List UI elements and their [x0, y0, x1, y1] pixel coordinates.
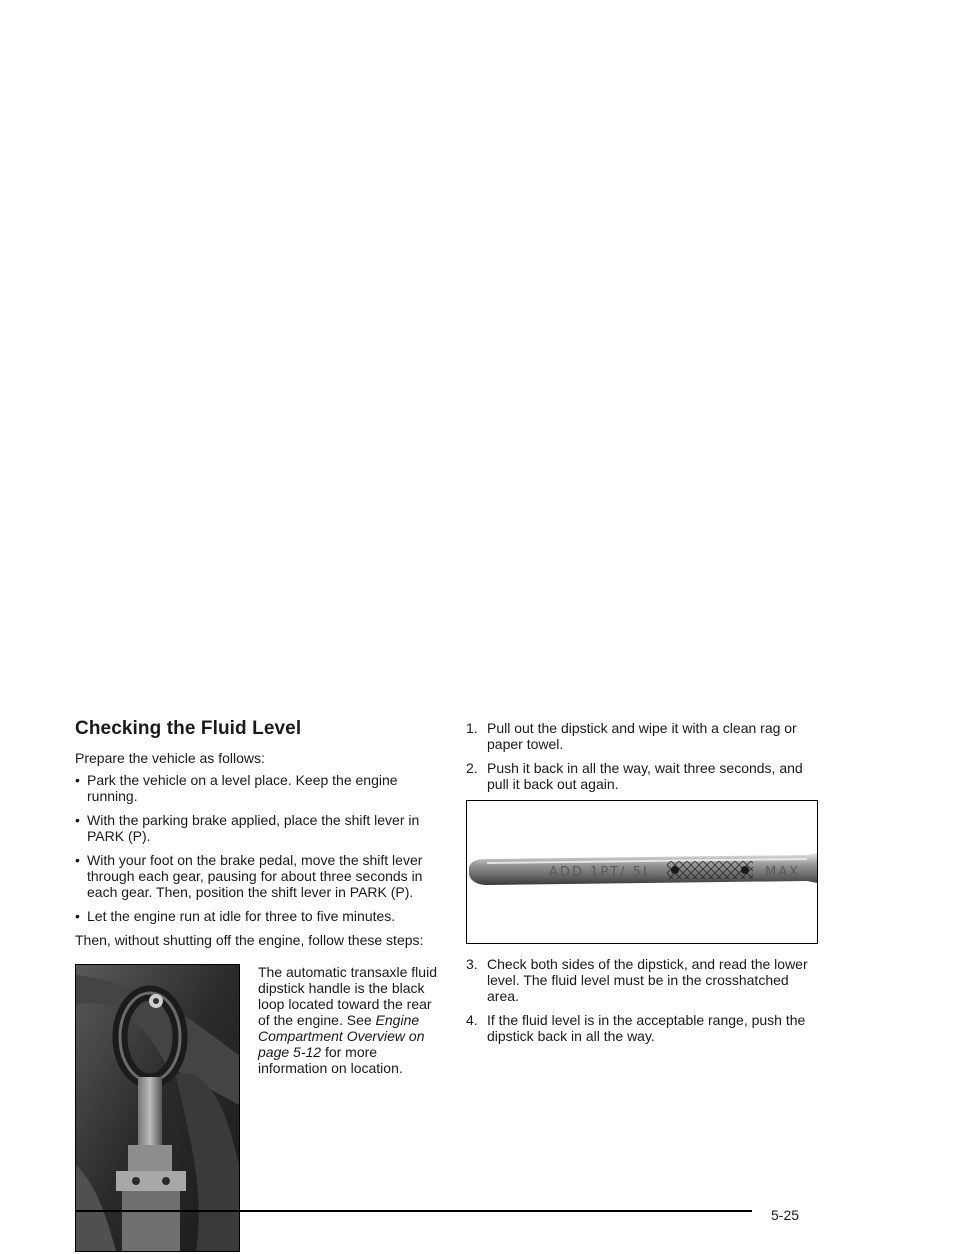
dipstick-add-mark: ADD 1PT/.5L — [549, 865, 653, 880]
step-number: 4. — [466, 1012, 478, 1028]
preparation-item: • With the parking brake applied, place the shift lever in PARK (P). — [75, 812, 440, 844]
cross-reference-link[interactable]: Engine Compartment Overview on page 5-12 — [258, 1012, 425, 1060]
steps-list-top — [466, 720, 818, 792]
footer-rule — [75, 1210, 752, 1212]
dipstick-handle-illustration — [76, 965, 239, 1251]
preparation-item: • Park the vehicle on a level place. Keep the engine running. — [75, 772, 440, 804]
step-item — [466, 720, 818, 752]
step-number: 2. — [466, 760, 478, 776]
step-item — [466, 760, 818, 792]
caption-text-end: for more information on location. — [258, 1044, 403, 1076]
section-title: Checking the Fluid Level — [75, 718, 302, 739]
step-number: 3. — [466, 956, 478, 972]
step-item — [466, 1012, 818, 1044]
preparation-item: • Let the engine run at idle for three to five minutes. — [75, 908, 440, 924]
right-column — [466, 720, 818, 1052]
step-item — [466, 956, 818, 1004]
preparation-item: • With your foot on the brake pedal, move the shift lever through each gear, pausing for about three seconds in each gear. Then, position the shift lever in PARK (P). — [75, 852, 440, 900]
step-text: If the fluid level is in the acceptable range, push the dipstick back in all the way. — [487, 1012, 806, 1044]
figure-caption — [258, 964, 440, 1076]
then-text: Then, without shutting off the engine, follow these steps: — [75, 932, 424, 948]
dipstick-illustration — [467, 801, 817, 943]
left-column — [75, 718, 440, 1254]
dipstick-max-mark: MAX — [765, 865, 801, 880]
dipstick-handle-photo — [75, 964, 240, 1252]
step-number: 1. — [466, 720, 478, 736]
preparation-list — [75, 772, 440, 924]
dipstick-photo — [466, 800, 818, 944]
step-text: Pull out the dipstick and wipe it with a clean rag or paper towel. — [487, 720, 797, 752]
steps-list-bottom — [466, 956, 818, 1044]
step-text: Check both sides of the dipstick, and read the lower level. The fluid level must be in the crosshatched area. — [487, 956, 808, 1004]
caption-text: The automatic transaxle fluid dipstick handle is the black loop located toward the rear of the engine. See — [258, 964, 437, 1028]
intro-text: Prepare the vehicle as follows: — [75, 750, 265, 766]
page-number: 5-25 — [771, 1207, 800, 1223]
step-text: Push it back in all the way, wait three seconds, and pull it back out again. — [487, 760, 803, 792]
